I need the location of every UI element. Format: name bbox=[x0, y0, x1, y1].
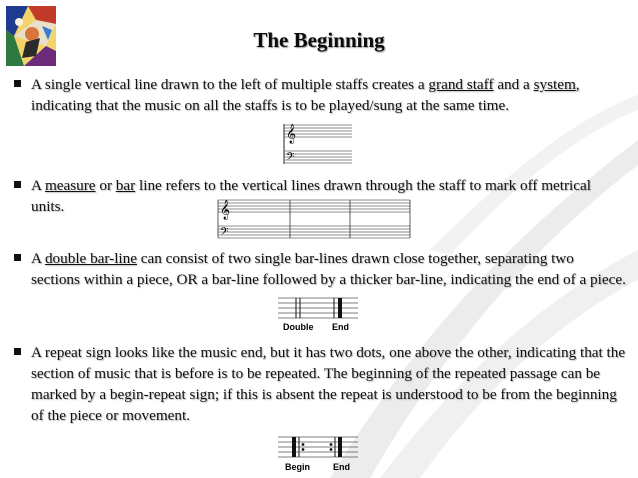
bullet-marker bbox=[14, 348, 21, 355]
bullet-grand-staff bbox=[14, 74, 626, 116]
bullet-text: A repeat sign looks like the music end, but it has two dots, one above the other, indicating that the section of music that is before is to be repeated. The beginning of the repeated passage can be marked by a begin-repeat sign; if this is absent the repeat is understood to be from the beginning of the piece or movement. bbox=[31, 344, 626, 424]
treble-clef-icon: 𝄞 bbox=[286, 124, 297, 144]
bullet-text: A measure or bar line refers to the vertical lines drawn through the staff to mark off metrical units. bbox=[31, 177, 591, 215]
slide-title: The Beginning bbox=[253, 28, 385, 52]
figure-label-end: End bbox=[332, 322, 349, 332]
bullet-double-bar-line bbox=[14, 248, 626, 290]
double-barline-figure bbox=[276, 294, 360, 334]
figure-label-begin: Begin bbox=[285, 462, 311, 472]
treble-clef-icon: 𝄞 bbox=[220, 200, 231, 220]
figure-label-end: End bbox=[333, 462, 350, 472]
grand-staff-figure bbox=[282, 120, 354, 166]
measure-figure bbox=[216, 194, 412, 242]
bullet-marker bbox=[14, 181, 21, 188]
bullet-repeat-sign bbox=[14, 342, 626, 426]
bullet-marker bbox=[14, 80, 21, 87]
bass-clef-icon: 𝄢 bbox=[286, 151, 295, 166]
bullet-text: A double bar-line can consist of two single bar-lines drawn close together, separating two sections within a piece, OR a bar-line followed by a thicker bar-line, indicating the end of a piece. bbox=[31, 250, 626, 288]
term-measure: measure bbox=[44, 177, 96, 194]
term-system: system bbox=[533, 76, 576, 93]
repeat-sign-figure bbox=[276, 433, 360, 475]
bullet-marker bbox=[14, 254, 21, 261]
term-bar: bar bbox=[115, 177, 136, 194]
term-grand-staff: grand staff bbox=[428, 76, 494, 93]
bullet-text: A single vertical line drawn to the left of multiple staffs creates a grand staff and a system, indicating that the music on all the staffs is to be played/sung at the same time. bbox=[31, 76, 580, 114]
figure-label-double: Double bbox=[283, 322, 314, 332]
term-double-bar-line: double bar-line bbox=[44, 250, 137, 267]
bass-clef-icon: 𝄢 bbox=[220, 226, 229, 241]
